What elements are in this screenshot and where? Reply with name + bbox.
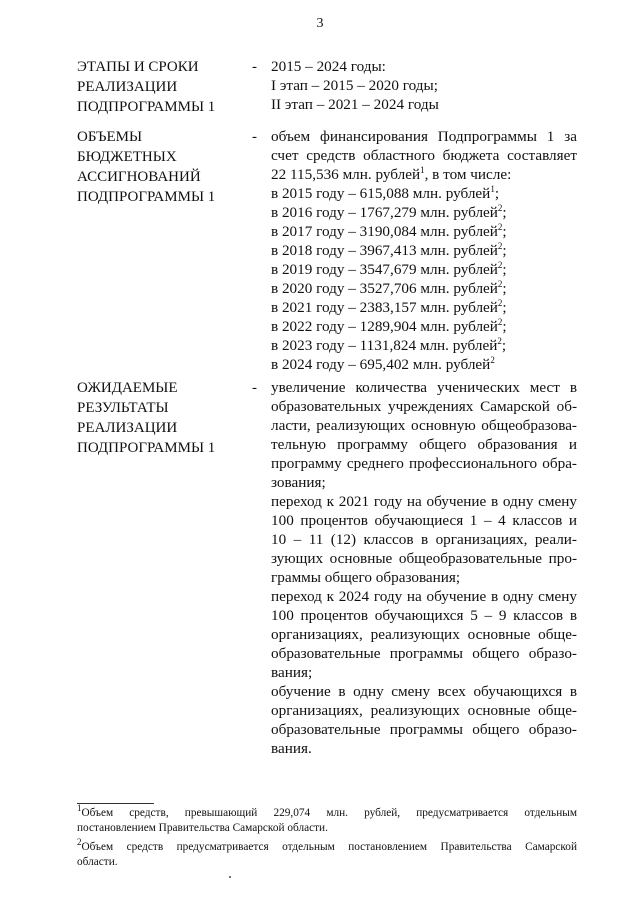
footnote-line xyxy=(77,803,577,821)
line-text: 10 – 11 (12) классов в организациях, реали- xyxy=(271,531,577,548)
footnote-text: Объем средств, превышающий 229,074 млн. рублей, предусматривается отдельным xyxy=(81,807,577,819)
content-line xyxy=(271,165,577,184)
section-dash: - xyxy=(252,129,257,145)
footnote-text: области. xyxy=(77,856,118,868)
content-line xyxy=(271,663,577,682)
line-text: организациях, реализующих основные обще- xyxy=(271,702,577,719)
line-text: обучение в одну смену всех обучающихся в xyxy=(271,683,577,700)
footnote-ref: 2 xyxy=(490,354,495,365)
line-suffix: ; xyxy=(502,261,507,278)
content-line xyxy=(271,720,577,739)
footnote-ref: 2 xyxy=(497,259,503,270)
footnote-ref: 2 xyxy=(497,202,503,213)
footnote-ref: 1 xyxy=(490,183,495,194)
content-line xyxy=(271,146,577,165)
content-line xyxy=(271,57,577,76)
section-label xyxy=(77,127,237,207)
section-content xyxy=(271,57,577,114)
line-text: образовательные программы общего образо- xyxy=(271,645,577,662)
line-suffix: ; xyxy=(502,223,507,240)
footnote-line xyxy=(77,837,577,855)
content-line xyxy=(271,222,577,241)
content-line xyxy=(271,606,577,625)
content-line xyxy=(271,701,577,720)
footnote-2 xyxy=(77,837,577,870)
content-line xyxy=(271,511,577,530)
line-text: организациях, реализующих основные обще- xyxy=(271,626,577,643)
content-line xyxy=(271,454,577,473)
footnote-line xyxy=(77,821,577,836)
line-suffix: , в том числе: xyxy=(424,166,512,183)
section-label-line: ПОДПРОГРАММЫ 1 xyxy=(77,189,216,205)
line-text: 22 115,536 млн. рублей xyxy=(271,166,421,183)
line-text: вания. xyxy=(271,740,312,757)
line-text: образовательных учреждениях Самарской об- xyxy=(271,398,577,415)
footnote-ref: 2 xyxy=(497,240,503,251)
section-label-line: АССИГНОВАНИЙ xyxy=(77,169,201,185)
footnote-divider xyxy=(77,803,154,804)
section-label-line: БЮДЖЕТНЫХ xyxy=(77,149,177,165)
section-label xyxy=(77,378,237,458)
line-text: 2015 – 2024 годы: xyxy=(271,58,386,75)
line-text: ласти, реализующих основную общеобразова- xyxy=(271,417,577,434)
footnote-ref: 2 xyxy=(497,316,503,327)
line-text: II этап – 2021 – 2024 годы xyxy=(271,96,439,113)
content-line xyxy=(271,492,577,511)
content-line xyxy=(271,298,577,317)
line-suffix: ; xyxy=(502,242,507,259)
section-dash: - xyxy=(252,59,257,75)
content-line xyxy=(271,184,577,203)
content-line xyxy=(271,397,577,416)
section-label-line: ПОДПРОГРАММЫ 1 xyxy=(77,99,216,115)
content-line xyxy=(271,203,577,222)
content-line xyxy=(271,625,577,644)
content-line xyxy=(271,568,577,587)
line-text: увеличение количества ученических мест в xyxy=(271,379,577,396)
section-label-line: ОЖИДАЕМЫЕ xyxy=(77,380,178,396)
footnote-marker: 2 xyxy=(77,837,82,848)
line-text: в 2018 году – 3967,413 млн. рублей xyxy=(271,242,498,259)
section-label-line: ОБЪЕМЫ xyxy=(77,129,143,145)
line-text: в 2017 году – 3190,084 млн. рублей xyxy=(271,223,498,240)
line-suffix: ; xyxy=(501,337,507,354)
line-text: тельную программу общего образования и xyxy=(271,436,577,453)
content-line xyxy=(271,355,577,374)
line-text: 100 процентов обучающиеся 1 – 4 классов и xyxy=(271,512,577,529)
line-suffix: ; xyxy=(502,204,507,221)
line-text: в 2020 году – 3527,706 млн. рублей xyxy=(271,280,498,297)
line-text: образовательные программы общего образо- xyxy=(271,721,577,738)
content-line xyxy=(271,549,577,568)
content-line xyxy=(271,739,577,758)
line-text: зующих основные общеобразовательные про- xyxy=(271,550,577,567)
footnote-text: постановлением Правительства Самарской области. xyxy=(77,822,328,834)
line-text: объем финансирования Подпрограммы 1 за xyxy=(271,128,577,145)
line-text: в 2023 году – 1131,824 млн. рублей xyxy=(271,337,498,354)
content-line xyxy=(271,260,577,279)
section-label xyxy=(77,57,237,117)
line-suffix: ; xyxy=(502,299,507,316)
line-suffix: ; xyxy=(494,185,500,202)
section-label-line: РЕАЛИЗАЦИИ xyxy=(77,79,178,95)
content-line xyxy=(271,473,577,492)
footnote-ref: 2 xyxy=(497,221,503,232)
content-line xyxy=(271,279,577,298)
line-suffix: ; xyxy=(502,280,507,297)
content-line xyxy=(271,435,577,454)
line-text: граммы общего образования; xyxy=(271,569,461,586)
footnote-1 xyxy=(77,803,577,836)
footnote-text: Объем средств предусматривается отдельным постановлением Правительства Самарской xyxy=(81,841,577,853)
section-label-line: ЭТАПЫ И СРОКИ xyxy=(77,59,199,75)
content-line xyxy=(271,127,577,146)
line-text: в 2024 году – 695,402 млн. рублей xyxy=(271,356,491,373)
content-line xyxy=(271,416,577,435)
line-suffix: ; xyxy=(502,318,507,335)
content-line xyxy=(271,317,577,336)
footnote-line xyxy=(77,855,577,870)
footnote-ref: 2 xyxy=(497,335,502,346)
line-text: в 2016 году – 1767,279 млн. рублей xyxy=(271,204,498,221)
line-text: переход к 2024 году на обучение в одну смену xyxy=(271,588,577,605)
line-text: программу среднего профессионального обра- xyxy=(271,455,577,472)
section-label-line: РЕЗУЛЬТАТЫ xyxy=(77,400,169,416)
footnote-marker: 1 xyxy=(77,803,82,814)
content-line xyxy=(271,530,577,549)
content-line xyxy=(271,336,577,355)
content-line xyxy=(271,682,577,701)
section-label-line: ПОДПРОГРАММЫ 1 xyxy=(77,440,216,456)
line-text: зования; xyxy=(271,474,326,491)
content-line xyxy=(271,587,577,606)
line-text: в 2021 году – 2383,157 млн. рублей xyxy=(271,299,498,316)
content-line xyxy=(271,95,577,114)
content-line xyxy=(271,241,577,260)
content-line xyxy=(271,76,577,95)
line-text: переход к 2021 году на обучение в одну смену xyxy=(271,493,577,510)
line-text: счет средств областного бюджета составляет xyxy=(271,147,577,164)
section-content xyxy=(271,378,577,758)
line-text: в 2019 году – 3547,679 млн. рублей xyxy=(271,261,498,278)
page-mark xyxy=(229,876,231,878)
content-line xyxy=(271,644,577,663)
footnote-ref: 1 xyxy=(420,164,425,175)
section-content xyxy=(271,127,577,374)
line-text: в 2022 году – 1289,904 млн. рублей xyxy=(271,318,498,335)
page-number: 3 xyxy=(316,16,324,31)
line-text: I этап – 2015 – 2020 годы; xyxy=(271,77,438,94)
section-dash: - xyxy=(252,380,257,396)
content-line xyxy=(271,378,577,397)
footnote-ref: 2 xyxy=(497,297,503,308)
line-text: 100 процентов обучающихся 5 – 9 классов в xyxy=(271,607,577,624)
section-label-line: РЕАЛИЗАЦИИ xyxy=(77,420,178,436)
footnote-ref: 2 xyxy=(497,278,503,289)
line-text: в 2015 году – 615,088 млн. рублей xyxy=(271,185,491,202)
line-text: вания; xyxy=(271,664,313,681)
